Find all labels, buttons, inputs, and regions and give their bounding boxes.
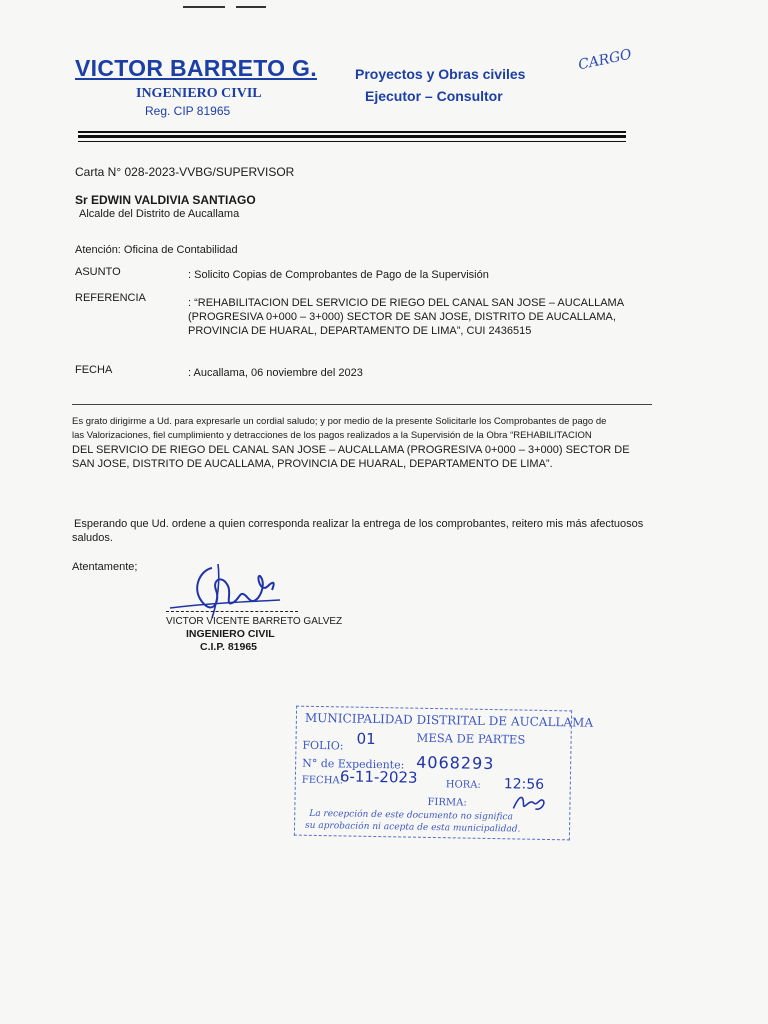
- referencia-line-2: (PROGRESIVA 0+000 – 3+000) SECTOR DE SAN JOSE, DISTRITO DE AUCALLAMA,: [188, 311, 616, 323]
- recipient-role: Alcalde del Distrito de Aucallama: [79, 208, 240, 220]
- stamp-note-1: La recepción de este documento no significa: [309, 808, 513, 823]
- stamp-expediente-value: 4068293: [416, 752, 495, 774]
- letterhead-tagline-1: Proyectos y Obras civiles: [355, 66, 526, 82]
- letterhead-reg: Reg. CIP 81965: [145, 104, 231, 118]
- referencia-line-3: PROVINCIA DE HUARAL, DEPARTAMENTO DE LIMA”, CUI 2436515: [188, 325, 532, 337]
- stamp-fecha-label: FECHA:: [301, 774, 344, 787]
- referencia-label: REFERENCIA: [75, 292, 146, 304]
- signer-title: INGENIERO CIVIL: [186, 628, 275, 640]
- body-line-3: DEL SERVICIO DE RIEGO DEL CANAL SAN JOSE – AUCALLAMA (PROGRESIVA 0+000 – 3+000) SECTOR DE: [72, 444, 630, 456]
- stamp-hora-label: HORA:: [445, 779, 481, 791]
- closing: Atentamente;: [72, 561, 138, 573]
- stamp-expediente-label: N° de Expediente:: [302, 756, 405, 772]
- signer-cip: C.I.P. 81965: [200, 641, 258, 653]
- body-line-1: Es grato dirigirme a Ud. para expresarle un cordial saludo; y por medio de la presente Solicitarle los Comprobantes de pago de: [72, 416, 607, 427]
- closing-paragraph-line-1: Esperando que Ud. ordene a quien corresponda realizar la entrega de los comprobantes, reitero mis más afectuosos: [74, 518, 644, 530]
- asunto-value: : Solicito Copias de Comprobantes de Pago de la Supervisión: [188, 269, 489, 281]
- scan-artifact: [236, 6, 266, 8]
- letterhead-tagline-2: Ejecutor – Consultor: [365, 88, 503, 104]
- asunto-label: ASUNTO: [75, 266, 121, 278]
- scan-artifact: [183, 6, 225, 8]
- recipient-name: Sr EDWIN VALDIVIA SANTIAGO: [75, 193, 256, 207]
- header-rule-top: [78, 131, 626, 133]
- fecha-label: FECHA: [75, 364, 113, 376]
- letter-number: Carta N° 028-2023-VVBG/SUPERVISOR: [75, 165, 295, 179]
- stamp-hora-value: 12:56: [503, 776, 545, 793]
- stamp-office: MESA DE PARTES: [416, 730, 526, 747]
- divider: [72, 404, 652, 405]
- fecha-value: : Aucallama, 06 noviembre del 2023: [188, 367, 363, 379]
- cargo-mark: CARGO: [576, 46, 634, 74]
- body-line-4: SAN JOSE, DISTRITO DE AUCALLAMA, PROVINCIA DE HUARAL, DEPARTAMENTO DE LIMA”.: [72, 458, 553, 470]
- stamp-header: MUNICIPALIDAD DISTRITAL DE AUCALLAMA: [304, 710, 594, 730]
- body-line-2: las Valorizaciones, fiel cumplimiento y detracciones de los pagos realizados a la Supervisión de la Obra “REHABILITACION: [72, 430, 592, 441]
- letterhead-title: INGENIERO CIVIL: [136, 86, 262, 101]
- handwritten-signature: [160, 560, 300, 622]
- reception-stamp: [294, 706, 594, 841]
- stamp-folio-label: FOLIO:: [302, 738, 344, 753]
- letterhead-name: VICTOR BARRETO G.: [75, 55, 317, 81]
- referencia-line-1: : “REHABILITACION DEL SERVICIO DE RIEGO DEL CANAL SAN JOSE – AUCALLAMA: [188, 297, 625, 309]
- stamp-note-2: su aprobación ni acepta de esta municipalidad.: [304, 820, 521, 835]
- stamp-fecha-value: 6-11-2023: [339, 767, 418, 787]
- header-rule-mid: [78, 135, 626, 138]
- header-rule-bottom: [78, 141, 626, 142]
- stamp-firma-label: FIRMA:: [427, 796, 467, 809]
- signer-name: VICTOR VICENTE BARRETO GALVEZ: [166, 616, 343, 627]
- closing-paragraph-line-2: saludos.: [72, 532, 113, 544]
- stamp-folio-value: 01: [356, 729, 376, 748]
- stamp-firma-mark: [509, 790, 549, 815]
- attention-line: Atención: Oficina de Contabilidad: [75, 244, 238, 256]
- signature-line: [166, 611, 298, 612]
